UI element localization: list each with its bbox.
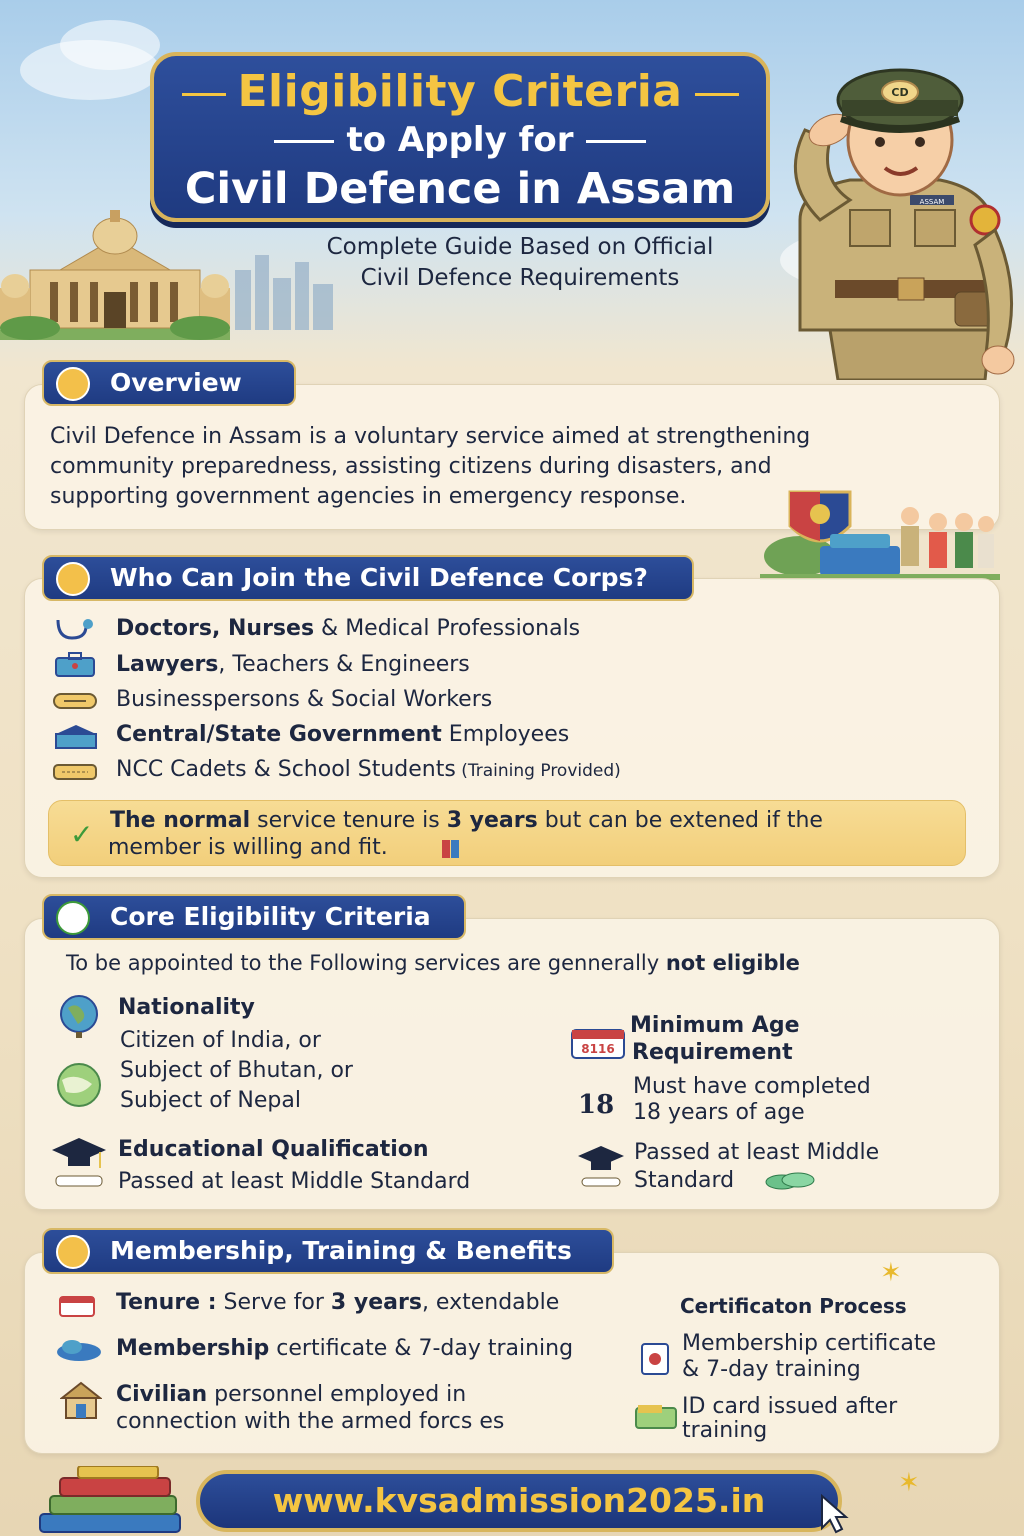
education-2-line-2: Standard — [634, 1168, 735, 1193]
nationality-title: Nationality — [118, 995, 255, 1020]
tenure-note-line-2: member is willing and fit. — [108, 835, 388, 860]
who-can-join-heading-text: Who Can Join the Civil Defence Corps? — [110, 563, 648, 592]
check-circle-icon — [56, 901, 90, 935]
world-map-icon — [52, 1062, 106, 1108]
house-icon — [60, 1380, 102, 1422]
calendar-icon — [570, 1024, 626, 1060]
subtitle-line-1: Complete Guide Based on Official — [326, 234, 714, 260]
overview-text-2: community preparedness, assisting citizens during disasters, and — [50, 454, 772, 479]
education-text: Passed at least Middle Standard — [118, 1169, 471, 1194]
cloud-icon — [54, 1338, 104, 1362]
age-title-line-2: Requirement — [632, 1040, 793, 1065]
overview-text-3: supporting government agencies in emergency response. — [50, 484, 687, 509]
saluting-officer-illustration — [760, 30, 1024, 380]
education-2-line-1: Passed at least Middle — [634, 1140, 880, 1165]
id-card-icon — [634, 1404, 680, 1430]
graduation-cap-small-icon — [576, 1144, 626, 1192]
checkmark-icon: ✓ — [70, 818, 94, 851]
join-item-4: Central/State Government Employees — [116, 722, 570, 747]
book-icon — [440, 838, 462, 860]
overview-heading — [42, 360, 296, 406]
certification-line-2: & 7-day training — [682, 1357, 861, 1382]
stethoscope-icon — [52, 616, 96, 644]
coins-icon — [762, 1170, 818, 1192]
money-bag-icon — [56, 1235, 90, 1269]
overview-heading-text: Overview — [110, 368, 242, 397]
civilian-line-1: Civilian personnel employed in — [116, 1382, 467, 1407]
subtitle-line-2: Civil Defence Requirements — [360, 265, 680, 291]
title-line-3: Civil Defence in Assam — [184, 164, 736, 214]
join-item-5: NCC Cadets & School Students (Training Provided) — [116, 757, 621, 782]
nationality-line-3: Subject of Nepal — [120, 1088, 301, 1113]
membership-heading — [42, 1228, 614, 1274]
sparkle-icon: ✶ — [898, 1468, 920, 1498]
calendar-icon-text: 8116 — [581, 1042, 615, 1056]
core-eligibility-heading-text: Core Eligibility Criteria — [110, 902, 431, 931]
membership-heading-text: Membership, Training & Benefits — [110, 1236, 572, 1265]
government-building-icon — [54, 724, 98, 750]
cloud — [60, 20, 160, 70]
certification-line-1: Membership certificate — [682, 1331, 936, 1356]
overview-text-1: Civil Defence in Assam is a voluntary service aimed at strengthening — [50, 424, 811, 449]
gear-icon — [56, 562, 90, 596]
volunteers-group-illustration — [760, 486, 1000, 586]
certification-title: Certificaton Process — [680, 1294, 907, 1318]
sun-icon — [56, 367, 90, 401]
title-banner — [150, 52, 770, 222]
nationality-line-2: Subject of Bhutan, or — [120, 1058, 353, 1083]
age-title-line-1: Minimum Age — [630, 1013, 800, 1038]
age-line-1: Must have completed — [633, 1074, 871, 1099]
shoulder-tag-text: ASSAM — [919, 198, 945, 206]
calendar-small-icon — [58, 1294, 96, 1318]
core-intro: To be appointed to the Following services are gennerally not eligible — [66, 951, 800, 975]
join-item-3: Businesspersons & Social Workers — [116, 687, 493, 712]
membership-certificate: Membership certificate & 7-day training — [116, 1336, 574, 1361]
website-url-link[interactable]: www.kvsadmission2025.in — [196, 1470, 842, 1532]
sparkle-icon: ✶ — [880, 1258, 902, 1288]
age-line-2: 18 years of age — [633, 1100, 805, 1125]
id-card-line-1: ID card issued after — [682, 1394, 898, 1419]
ticket-icon — [52, 762, 98, 782]
who-can-join-heading — [42, 555, 694, 601]
subtitle — [260, 232, 780, 294]
id-card-line-2: training — [682, 1418, 768, 1443]
membership-tenure: Tenure : Serve for 3 years, extendable — [116, 1290, 560, 1315]
briefcase-icon — [54, 652, 96, 678]
education-title: Educational Qualification — [118, 1137, 429, 1162]
certificate-icon — [640, 1342, 670, 1376]
join-item-1: Doctors, Nurses & Medical Professionals — [116, 616, 581, 641]
cap-badge-text: CD — [891, 86, 909, 99]
globe-icon — [54, 994, 104, 1040]
graduation-cap-icon — [50, 1136, 108, 1192]
cursor-icon — [818, 1494, 850, 1534]
tenure-note-line-1: The normal service tenure is 3 years but can be extened if the — [110, 808, 823, 833]
core-eligibility-heading — [42, 894, 466, 940]
age-18-icon: 18 — [578, 1090, 615, 1120]
join-item-2: Lawyers, Teachers & Engineers — [116, 652, 470, 677]
title-line-1: Eligibility Criteria — [237, 66, 683, 117]
nationality-line-1: Citizen of India, or — [120, 1028, 321, 1053]
books-stack-illustration — [30, 1466, 190, 1536]
title-line-2: to Apply for — [346, 120, 574, 160]
civilian-line-2: connection with the armed forcs es — [116, 1409, 505, 1434]
handshake-icon — [52, 690, 98, 712]
